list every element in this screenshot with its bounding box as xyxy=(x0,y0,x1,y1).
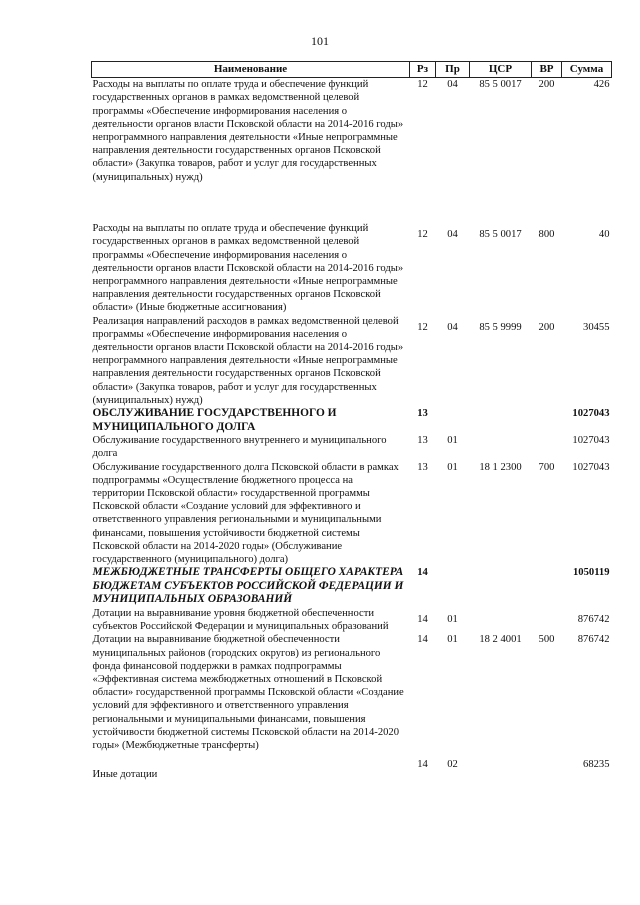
table-row xyxy=(92,78,612,223)
row-vr: 700 xyxy=(538,461,555,473)
header-name: Наименование xyxy=(92,62,410,78)
section-row xyxy=(92,566,612,607)
row-rz: 14 xyxy=(417,567,428,579)
row-name: Дотации на выравнивание бюджетной обеспеченности муниципальных районов (городских округов) из регионального фонда финансовой поддержки в рамках подпрограммы «Эффективная система межбюджетных отношений в Псковской области» государственной программы Псковской области «Создание условий для эффективного и ответственного управления региональными и муниципальными финансами, повышения устойчивости бюджетной системы Псковской области на 2014-2020 годы» (Межбюджетные трансферты) xyxy=(92,634,404,752)
row-vr: 800 xyxy=(538,229,555,241)
header-csr: ЦСР xyxy=(470,62,532,78)
row-vr: 500 xyxy=(538,634,555,646)
row-csr xyxy=(470,566,532,607)
table-row xyxy=(92,633,612,752)
row-pr: 01 xyxy=(447,614,458,626)
header-pr: Пр xyxy=(436,62,470,78)
budget-table xyxy=(91,61,612,781)
row-pr: 04 xyxy=(447,229,458,241)
row-pr xyxy=(436,566,470,607)
row-csr xyxy=(470,407,532,434)
table-row xyxy=(92,315,612,407)
row-pr: 01 xyxy=(447,435,458,447)
row-vr xyxy=(532,752,562,781)
row-rz: 13 xyxy=(417,461,428,473)
section-name: МЕЖБЮДЖЕТНЫЕ ТРАНСФЕРТЫ ОБЩЕГО ХАРАКТЕРА БЮДЖЕТАМ СУБЪЕКТОВ РОССИЙСКОЙ ФЕДЕРАЦИИ И МУНИЦИПАЛЬНЫХ ОБРАЗОВАНИЙ xyxy=(92,566,404,606)
header-vr: ВР xyxy=(532,62,562,78)
row-sum: 68235 xyxy=(583,759,610,771)
row-rz: 14 xyxy=(417,614,428,626)
row-sum: 40 xyxy=(598,229,610,241)
row-name: Дотации на выравнивание уровня бюджетной обеспеченности субъектов Российской Федерации и муниципальных образований xyxy=(92,608,389,633)
row-pr: 01 xyxy=(447,634,458,646)
row-rz: 14 xyxy=(417,759,428,771)
table-row xyxy=(92,607,612,633)
row-sum: 1027043 xyxy=(572,408,610,420)
row-name: Расходы на выплаты по оплате труда и обеспечение функций государственных органов в рамках ведомственной целевой программы «Обеспечение информирования населения о деятельности органов власти Псковской области на 2014-2016 годы» непрограммного направления деятельности «Иные непрограммные направления деятельности государственных органов Псковской области» (Закупка товаров, работ и услуг для государственных (муниципальных) нужд) xyxy=(92,79,404,183)
row-name: Расходы на выплаты по оплате труда и обеспечение функций государственных органов в рамках ведомственной целевой программы «Обеспечение информирования населения о деятельности органов власти Псковской области на 2014-2016 годы» непрограммного направления деятельности «Иные непрограммные направления деятельности государственных органов Псковской области» (Иные бюджетные ассигнования) xyxy=(92,223,404,314)
row-csr xyxy=(470,434,532,460)
row-rz: 13 xyxy=(417,408,428,420)
row-vr xyxy=(532,607,562,633)
row-csr: 18 2 4001 xyxy=(479,634,522,646)
row-pr: 02 xyxy=(447,759,458,771)
table-row xyxy=(92,434,612,460)
section-row xyxy=(92,407,612,434)
row-csr: 85 5 0017 xyxy=(479,79,522,91)
table-row xyxy=(92,222,612,314)
row-csr xyxy=(470,607,532,633)
row-sum: 426 xyxy=(593,79,610,91)
row-vr xyxy=(532,566,562,607)
row-pr: 04 xyxy=(447,321,458,333)
page-number: 101 xyxy=(311,34,329,48)
header-rz: Рз xyxy=(410,62,436,78)
row-pr: 01 xyxy=(447,461,458,473)
row-sum: 876742 xyxy=(577,614,610,626)
row-vr: 200 xyxy=(538,321,555,333)
row-name: Обслуживание государственного долга Псковской области в рамках подпрограммы «Осуществление бюджетного процесса на территории Псковской области» государственной программы Псковской области «Создание условий для эффективного и ответственного управления региональными и муниципальными финансами, повышения устойчивости бюджетной системы Псковской области на 2014-2020 годы» (Обслуживание государственного (муниципального) долга) xyxy=(92,461,399,566)
row-vr: 200 xyxy=(538,79,555,91)
table-row xyxy=(92,461,612,567)
table-row xyxy=(92,752,612,781)
row-vr xyxy=(532,434,562,460)
header-sum: Сумма xyxy=(562,62,612,78)
row-csr: 18 1 2300 xyxy=(479,461,522,473)
row-csr xyxy=(470,752,532,781)
row-sum: 1027043 xyxy=(572,461,610,473)
row-rz: 13 xyxy=(417,435,428,447)
row-rz: 12 xyxy=(417,79,428,91)
row-pr: 04 xyxy=(447,79,458,91)
row-name: Реализация направлений расходов в рамках ведомственной целевой программы «Обеспечение информирования населения о деятельности органов власти Псковской области на 2014-2016 годы» непрограммного направления деятельности «Иные непрограммные направления деятельности государственных органов Псковской области» (Закупка товаров, работ и услуг для государственных (муниципальных) нужд) xyxy=(92,315,404,406)
row-csr: 85 5 0017 xyxy=(479,229,522,241)
row-sum: 30455 xyxy=(583,321,610,333)
row-rz: 14 xyxy=(417,634,428,646)
row-csr: 85 5 9999 xyxy=(479,321,522,333)
row-sum: 1050119 xyxy=(573,567,610,579)
section-name: ОБСЛУЖИВАНИЕ ГОСУДАРСТВЕННОГО И МУНИЦИПАЛЬНОГО ДОЛГА xyxy=(92,407,337,433)
row-sum: 876742 xyxy=(577,634,610,646)
row-name: Иные дотации xyxy=(92,769,158,781)
row-pr xyxy=(436,407,470,434)
row-rz: 12 xyxy=(417,229,428,241)
table-header-row xyxy=(92,62,612,78)
row-name: Обслуживание государственного внутреннего и муниципального долга xyxy=(92,435,387,460)
row-sum: 1027043 xyxy=(572,435,610,447)
row-vr xyxy=(532,407,562,434)
row-rz: 12 xyxy=(417,321,428,333)
